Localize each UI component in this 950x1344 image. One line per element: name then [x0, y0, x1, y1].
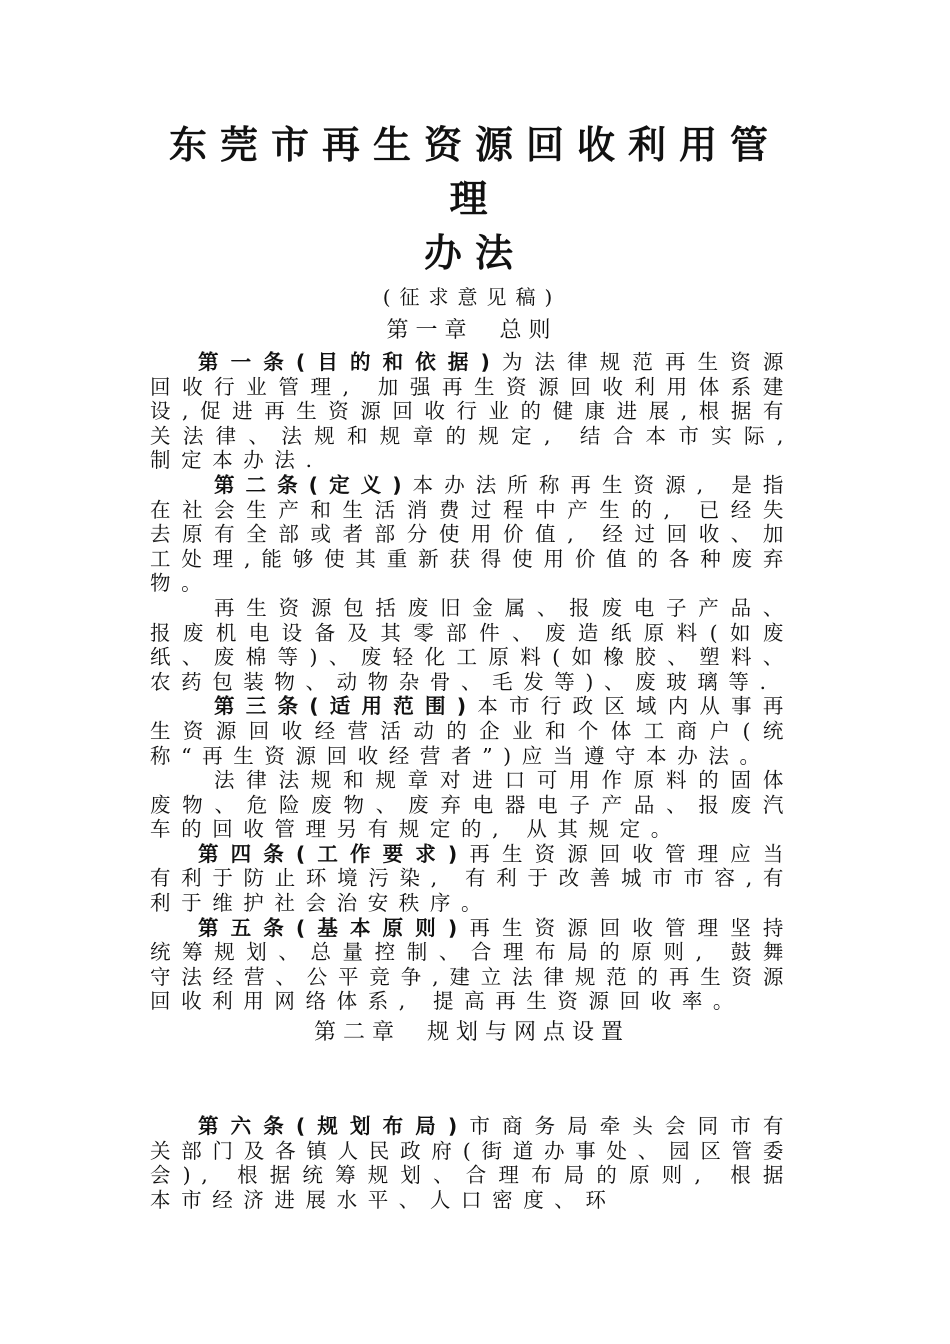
article-1-text: 为法律规范再生资源回收行业管理, 加强再生资源回收利用体系建设,促进再生资源回收行业的健康进展,根据有关法律、法规和规章的规定, 结合本市实际, 制定本办法. — [150, 350, 794, 473]
article-5-text: 再生资源回收管理坚持统筹规划、总量控制、合理布局的原则, 鼓舞守法经营、公平竞争,建立法律规范的再生资源回收利用网络体系, 提高再生资源回收率。 — [150, 915, 795, 1014]
article-3 — [150, 694, 794, 768]
article-2 — [150, 473, 794, 596]
title-line-1: 东莞市再生资源回收利用管理 — [168, 123, 781, 221]
article-2-paragraph-2: 再生资源包括废旧金属、报废电子产品、报废机电设备及其零部件、废造纸原料(如废纸、废棉等)、废轻化工原料(如橡胶、塑料、农药包装物、动物杂骨、毛发等)、废玻璃等. — [150, 595, 794, 694]
title-line-2: 办法 — [423, 231, 526, 275]
article-3-heading: 第三条(适用范围) — [214, 694, 477, 719]
document-title — [156, 118, 794, 280]
chapter-2-heading — [150, 1016, 794, 1050]
chapter-1-heading — [150, 314, 794, 348]
article-5 — [150, 916, 794, 1014]
article-1 — [150, 350, 794, 473]
article-6 — [150, 1114, 794, 1212]
article-6-text: 市商务局牵头会同市有关部门及各镇人民政府(街道办事处、园区管委会), 根据统筹规划、合理布局的原则, 根据本市经济进展水平、人口密度、环 — [150, 1114, 795, 1212]
article-4-text: 再生资源回收管理应当有利于防止环境污染, 有利于改善城市市容,有利于维护社会治安秩序。 — [150, 841, 795, 916]
chapter-2-number: 第二章 — [313, 1020, 401, 1046]
article-2-text: 本办法所称再生资源, 是指在社会生产和生活消费过程中产生的, 已经失去原有全部或者部分使用价值, 经过回收、加工处理,能够使其重新获得使用价值的各种废弃物。 — [150, 472, 794, 596]
article-1-heading: 第一条(目的和依据) — [198, 350, 501, 374]
article-3-paragraph-2: 法律法规和规章对进口可用作原料的固体废物、危险废物、废弃电器电子产品、报废汽车的回收管理另有规定的, 从其规定。 — [150, 768, 794, 842]
article-3-text: 本市行政区域内从事再生资源回收经营活动的企业和个体工商户(统称“再生资源回收经营者”)应当遵守本办法。 — [150, 694, 794, 768]
document-page — [150, 118, 794, 1212]
article-4-heading: 第四条(工作要求) — [198, 841, 468, 866]
chapter-1-name: 总则 — [499, 318, 558, 343]
chapter-2-name: 规划与网点设置 — [427, 1020, 631, 1046]
chapter-1-number: 第一章 — [386, 318, 474, 343]
document-subtitle: (征求意见稿) — [382, 285, 562, 309]
article-6-heading: 第六条(规划布局) — [198, 1114, 468, 1139]
article-2-heading: 第二条(定义) — [214, 472, 413, 497]
article-4 — [150, 842, 794, 916]
article-5-heading: 第五条(基本原则) — [198, 915, 468, 940]
